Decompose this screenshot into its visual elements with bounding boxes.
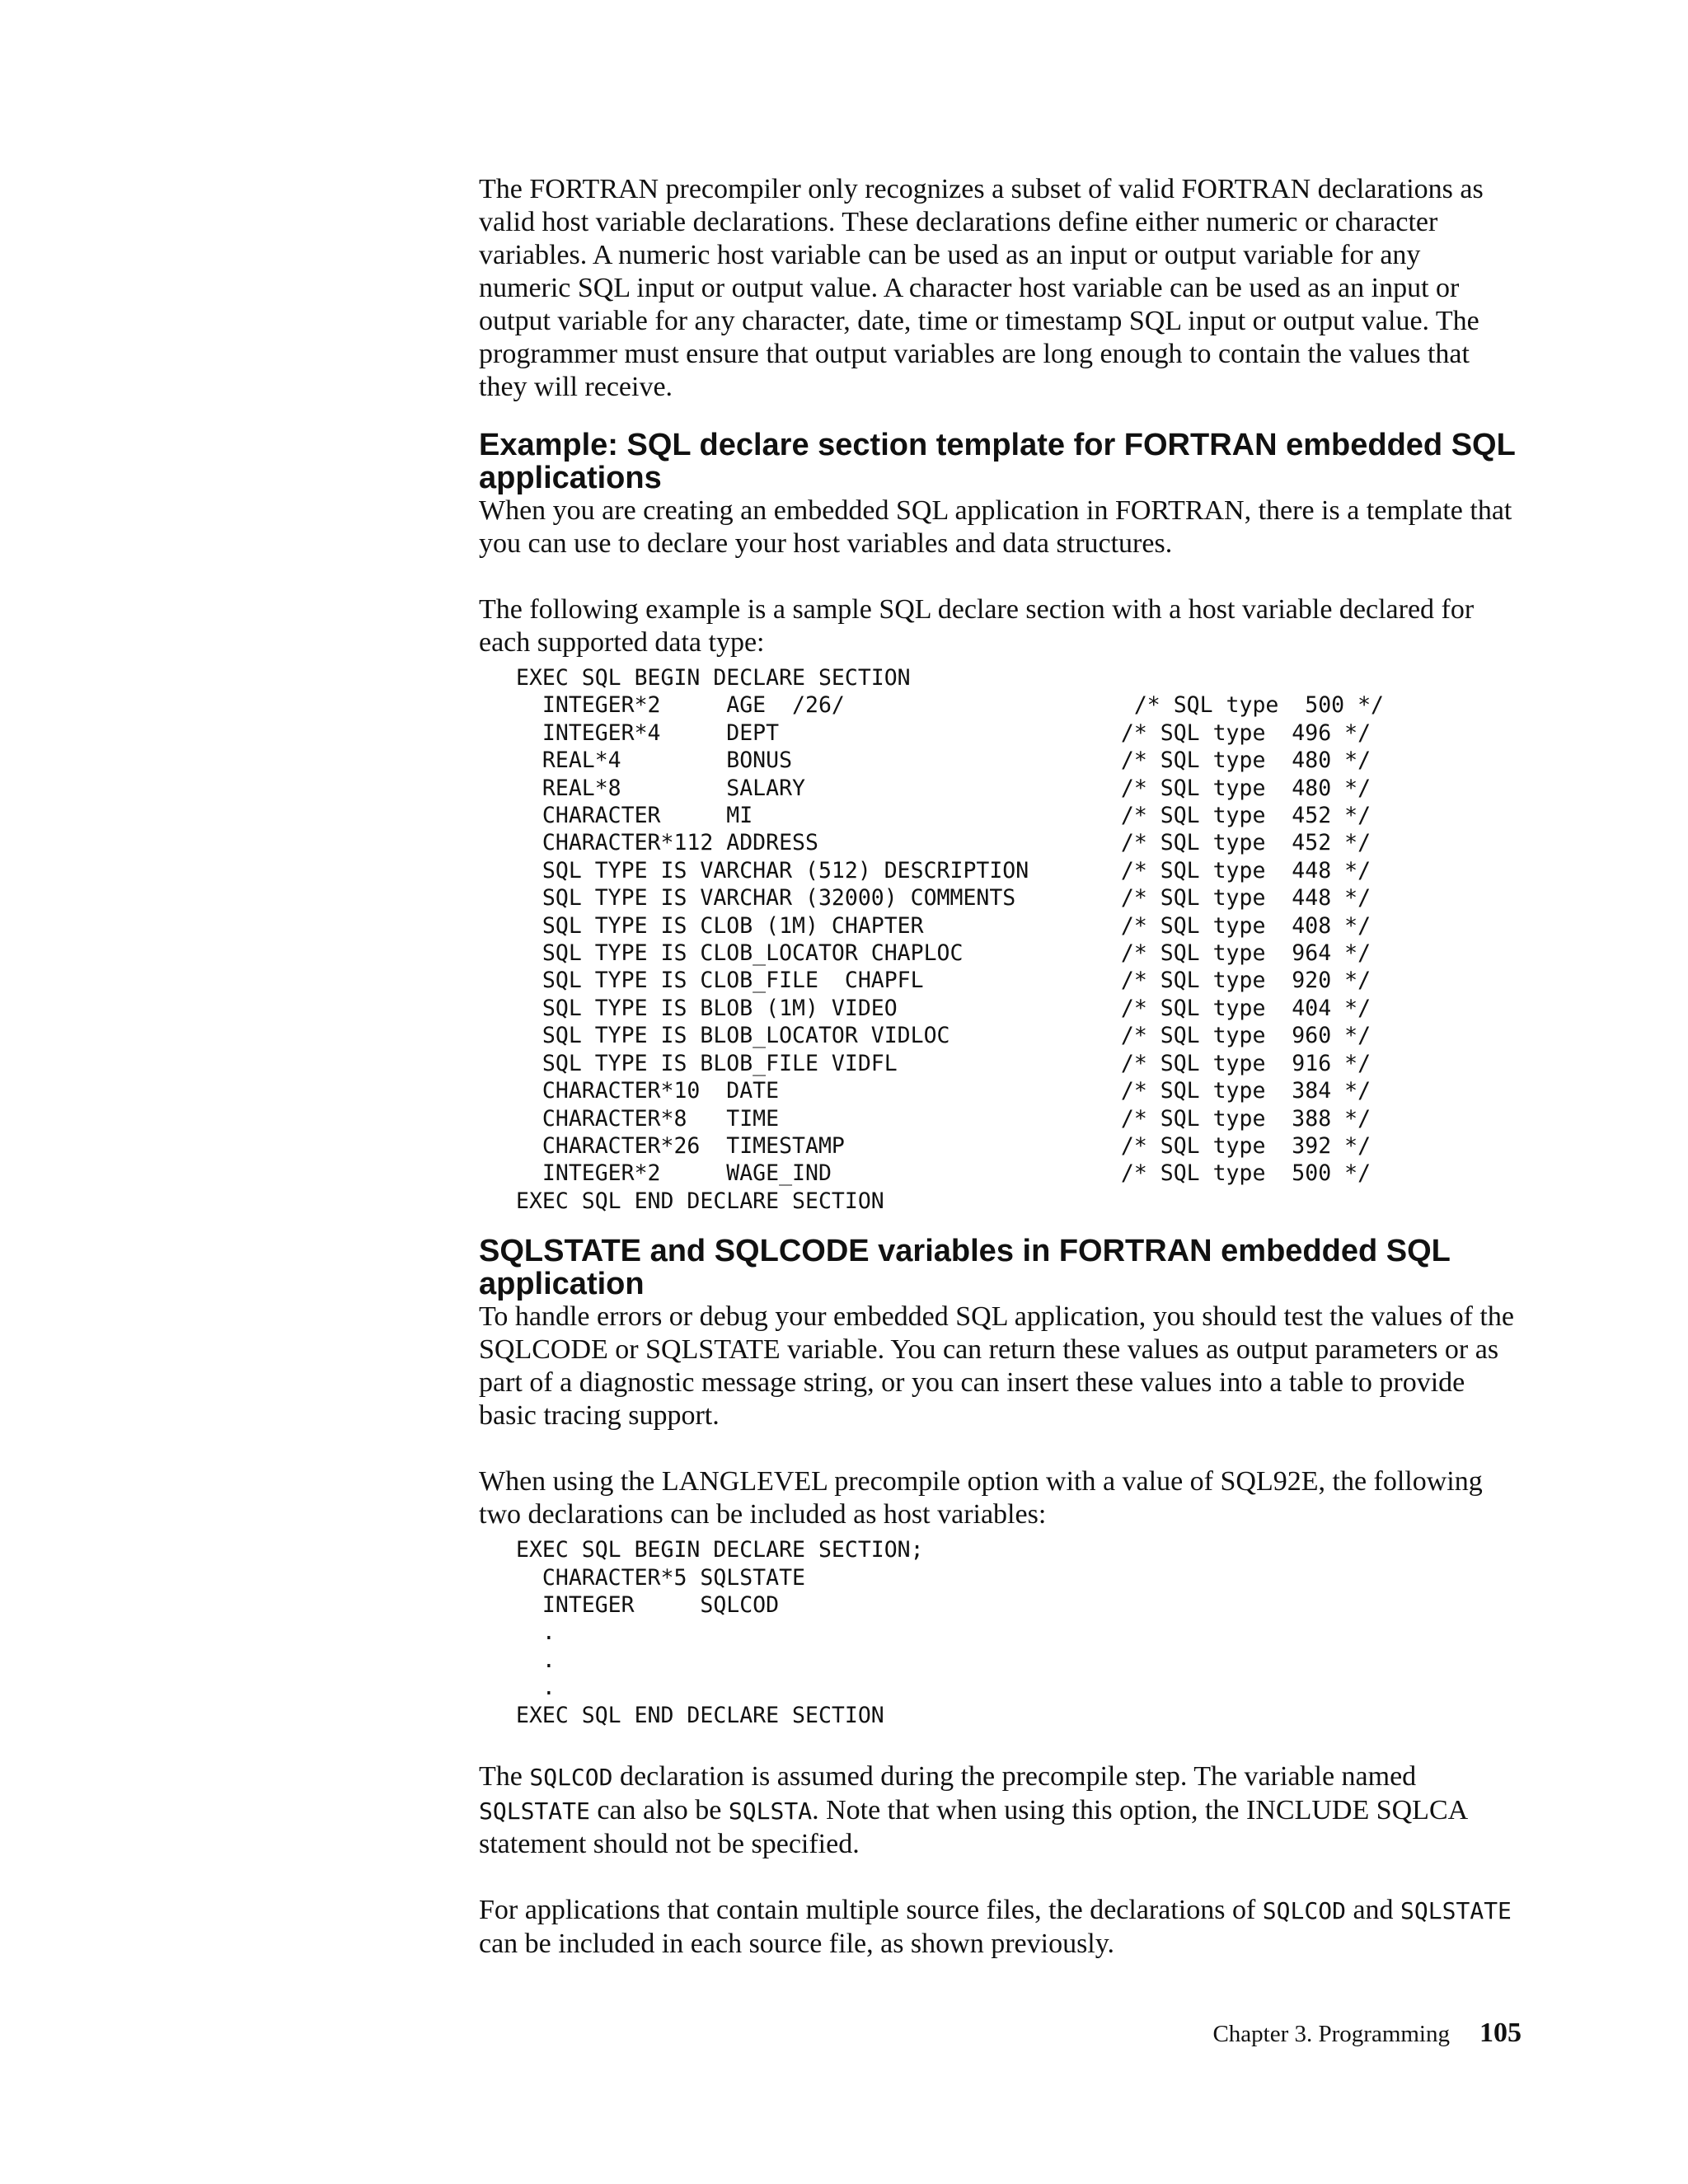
page-footer [1212, 2018, 1522, 2049]
multiple-source-files-paragraph: For applications that contain multiple source files, the declarations of SQLCOD and SQLSTATE can be included in each source file, as shown previously. [479, 1894, 1512, 1959]
sqlstate-paragraph-1: To handle errors or debug your embedded SQL application, you should test the values of the SQLCODE or SQLSTATE variable. You can return these values as output parameters or as part of a diagnostic message string, or you can insert these values into a table to provide basic tracing support. [479, 1301, 1514, 1432]
declare-section-code-block: EXEC SQL BEGIN DECLARE SECTION INTEGER*2 AGE /26/ /* SQL type 500 */ INTEGER*4 DEPT /* SQL type 496 */ REAL*4 BONUS /* SQL type 480 */ REAL*8 SALARY /* SQL type 480 */ CHARACTER MI /* SQL type 452 */ CHARACTER*112 ADDRESS /* SQL type 452 */ SQL TYPE IS VARCHAR (512) DESCRIPTION /* SQL type 448 */ SQL TYPE IS VARCHAR (32000) COMMENTS /* SQL type 448 */ SQL TYPE IS CLOB (1M) CHAPTER /* SQL type 408 */ SQL TYPE IS CLOB_LOCATOR CHAPLOC /* SQL type 964 */ SQL TYPE IS CLOB_FILE CHAPFL /* SQL type 920 */ SQL TYPE IS BLOB (1M) VIDEO /* SQL type 404 */ SQL TYPE IS BLOB_LOCATOR VIDLOC /* SQL type 960 */ SQL TYPE IS BLOB_FILE VIDFL /* SQL type 916 */ CHARACTER*10 DATE /* SQL type 384 */ CHARACTER*8 TIME /* SQL type 388 */ CHARACTER*26 TIMESTAMP /* SQL type 392 */ INTEGER*2 WAGE_IND /* SQL type 500 */ EXEC SQL END DECLARE SECTION [516, 665, 1384, 1214]
inline-code-sqlstate: SQLSTATE [1400, 1896, 1512, 1924]
declare-template-paragraph-2: The following example is a sample SQL declare section with a host variable declared for each supported data type: [479, 594, 1475, 658]
sqlstate-code-block: EXEC SQL BEGIN DECLARE SECTION; CHARACTER*5 SQLSTATE INTEGER SQLCOD . . . EXEC SQL END DECLARE SECTION [516, 1537, 924, 1728]
inline-code-sqlcod: SQLCOD [529, 1763, 613, 1791]
declare-template-paragraph-1: When you are creating an embedded SQL application in FORTRAN, there is a template that you can use to declare your host variables and data structures. [479, 495, 1512, 559]
inline-code-sqlsta: SQLSTA [728, 1797, 813, 1825]
footer-chapter-title: Chapter 3. Programming [1212, 2021, 1450, 2047]
inline-code-sqlcod: SQLCOD [1262, 1896, 1346, 1924]
intro-paragraph: The FORTRAN precompiler only recognizes a subset of valid FORTRAN declarations as valid host variable declarations. These declarations define either numeric or character variables. A numeric host variable can be used as an input or output variable for any numeric SQL input or output value. A character host variable can be used as an input or output variable for any character, date, time or timestamp SQL input or output value. The programmer must ensure that output variables are long enough to contain the values that they will receive. [479, 174, 1484, 402]
inline-code-sqlstate: SQLSTATE [479, 1797, 590, 1825]
sqlstate-paragraph-2: When using the LANGLEVEL precompile option with a value of SQL92E, the following two declarations can be included as host variables: [479, 1466, 1483, 1530]
page-number: 105 [1479, 2018, 1522, 2048]
section-heading-declare-template: Example: SQL declare section template for FORTRAN embedded SQL applications [479, 428, 1516, 495]
section-heading-sqlstate-sqlcode: SQLSTATE and SQLCODE variables in FORTRAN embedded SQL application [479, 1234, 1451, 1302]
page-content [479, 173, 1517, 1961]
sqlcod-assumption-paragraph: The SQLCOD declaration is assumed during the precompile step. The variable named SQLSTATE can also be SQLSTA. Note that when using this option, the INCLUDE SQLCA statement should not be specified. [479, 1760, 1467, 1859]
